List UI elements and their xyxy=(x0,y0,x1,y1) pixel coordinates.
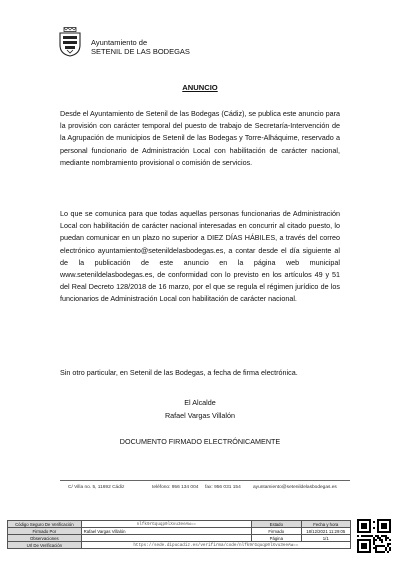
footer-divider xyxy=(60,480,350,481)
url-label: Url De Verificación xyxy=(8,542,82,549)
footer-fax: fax: 956 031 154 xyxy=(205,485,241,490)
footer-phone: teléfono: 956 134 004 xyxy=(152,485,199,490)
signer-role: El Alcalde xyxy=(184,398,216,407)
csv-label: Código Seguro De Verificación xyxy=(8,521,82,528)
table-row xyxy=(8,528,351,535)
footer-address: C/ Villa no. 5, 11692 Cádiz xyxy=(68,485,125,490)
verification-table xyxy=(7,520,351,549)
table-row xyxy=(8,535,351,542)
signer-name: Rafael Vargas Villalón xyxy=(164,411,236,420)
notes-label: Observaciones xyxy=(8,535,82,542)
page-value: 1/1 xyxy=(301,535,350,542)
signed-by-value: Rafael Vargas Villalón xyxy=(81,528,251,535)
date-value: 18/12/2021 11:29:05 xyxy=(301,528,350,535)
org-line-1: Ayuntamiento de xyxy=(91,38,148,47)
table-row xyxy=(8,521,351,528)
municipal-crest-icon xyxy=(58,27,82,57)
footer-email: ayuntamiento@setenildelasbodegas.es xyxy=(253,485,337,490)
date-label: Fecha y hora xyxy=(301,521,350,528)
paragraph-closing: Sin otro particular, en Setenil de las Bodegas, a fecha de firma electrónica. xyxy=(60,368,298,377)
page-label: Página xyxy=(252,535,301,542)
state-value: Firmado xyxy=(252,528,301,535)
paragraph-announcement: Desde el Ayuntamiento de Setenil de las Bodegas (Cádiz), se publica este anuncio para la provisión con carácter temporal del puesto de trabajo de Secretaría-Intervención de la Agrupación de municipios de Setenil de las Bodegas y Torre-Alháquime, reservado a personal funcionario de Administración Local con habilitación de carácter nacional, mediante nombramiento provisional o comisión de servicios. xyxy=(60,109,340,167)
qr-code-icon xyxy=(357,519,391,553)
table-row xyxy=(8,542,351,549)
state-label: Estado xyxy=(252,521,301,528)
signed-by-label: Firmado Por xyxy=(8,528,82,535)
paragraph-instructions: Lo que se comunica para que todas aquellas personas funcionarias de Administración Local con habilitación de carácter nacional interesadas en concurrir al citado puesto, lo puedan comunicar en un plazo no superior a DIEZ DÍAS HÁBILES, a través del correo electrónico ayuntamiento@setenildelasbodegas.es, a contar desde el día siguiente al de la publicación de este anuncio en la página web municipal www.setenildelasbodegas.es, de conformidad con lo previsto en los artículos 49 y 51 del Real Decreto 128/2018 de 16 marzo, por el que se regula el régimen jurídico de los funcionarios de Administración Local con habilitación de carácter nacional. xyxy=(60,209,340,304)
org-line-2: SETENIL DE LAS BODEGAS xyxy=(91,46,190,56)
organization-name xyxy=(91,39,190,56)
notes-value xyxy=(81,535,251,542)
verification-url-link[interactable]: https://sede.dipucadiz.es/verifirma/code/nlfk9rGquqp0lXvu3eeAw== xyxy=(81,542,350,549)
document-title: ANUNCIO xyxy=(182,83,218,92)
electronic-signature-note: DOCUMENTO FIRMADO ELECTRÓNICAMENTE xyxy=(119,437,281,446)
csv-value: nlfk9rGquqp0lXvu3eeAw== xyxy=(81,521,251,528)
